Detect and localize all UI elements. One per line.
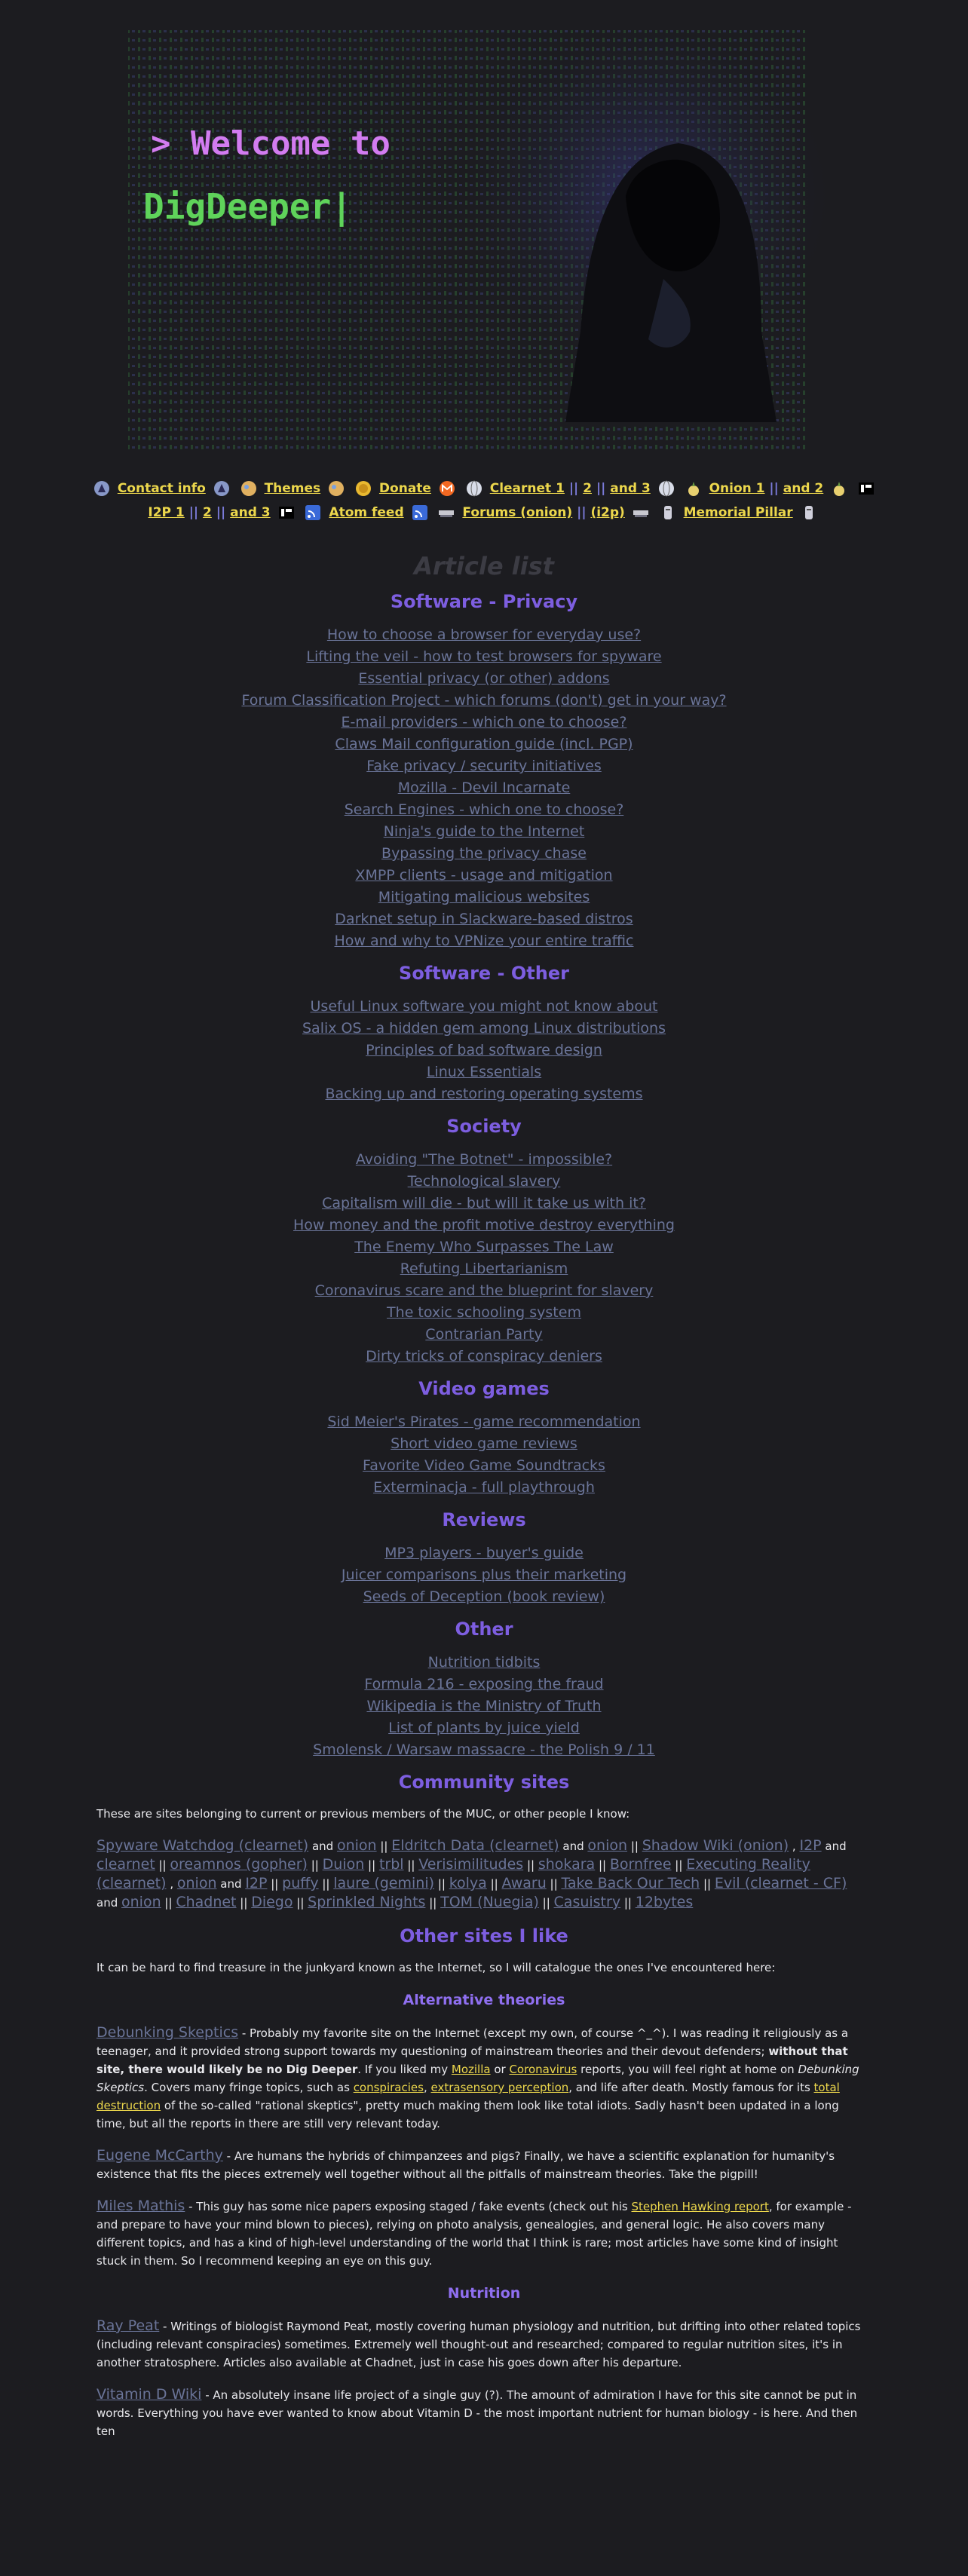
article-link[interactable]: List of plants by juice yield (388, 1720, 580, 1736)
community-site-link[interactable]: kolya (449, 1875, 487, 1891)
community-site-link[interactable]: onion (121, 1894, 161, 1910)
separator: || (158, 1858, 167, 1872)
entry-text: - Probably my favorite site on the Internet (except my own, of course ^_^). I was reading it religiously as a teenager, and it provided strong support towards my questioning of mainstream theories and their devout defenders; (96, 2026, 849, 2058)
community-site-link[interactable]: Chadnet (176, 1894, 237, 1910)
i2p-2-link[interactable]: 2 (203, 505, 212, 520)
article-link[interactable]: Claws Mail configuration guide (incl. PGP) (335, 736, 633, 752)
separator: || (596, 481, 606, 496)
memorial-pillar-link[interactable]: Memorial Pillar (683, 505, 793, 520)
entry-text: - This guy has some nice papers exposing staged / fake events (check out his (185, 2200, 632, 2213)
article-list-title: Article list (414, 552, 554, 580)
separator: || (216, 505, 226, 520)
article-link[interactable]: Favorite Video Game Soundtracks (363, 1457, 605, 1474)
clearnet-2-link[interactable]: 2 (583, 481, 593, 496)
article-link[interactable]: Capitalism will die - but will it take us with it? (322, 1195, 646, 1211)
separator: || (630, 1839, 639, 1853)
article-link[interactable]: Contrarian Party (425, 1326, 543, 1343)
contact-icon (93, 480, 110, 497)
other-sites-heading: Other sites I like (400, 1925, 568, 1947)
article-link[interactable]: Refuting Libertarianism (400, 1260, 568, 1277)
community-site-link[interactable]: I2P (799, 1837, 822, 1854)
article-links (0, 1652, 968, 1761)
article-link[interactable]: How money and the profit motive destroy everything (293, 1217, 675, 1233)
article-link[interactable]: Salix OS - a hidden gem among Linux distributions (302, 1020, 666, 1037)
article-links (0, 1411, 968, 1499)
article-link[interactable]: Forum Classification Project - which forums (don't) get in your way? (241, 692, 727, 709)
atom-feed-link[interactable]: Atom feed (329, 505, 404, 520)
entry-text: - Writings of biologist Raymond Peat, mostly covering human physiology and nutrition, but drifting into other related topics (including relevant conspiracies) sometimes. Extremely well thought-out and researched; compared to regular nutrition sites, it's in another stratosphere. Articles also available at Chadnet, just in case his goes down after his departure. (96, 2320, 861, 2369)
article-link[interactable]: Juicer comparisons plus their marketing (341, 1567, 627, 1583)
separator: || (703, 1877, 712, 1891)
community-site-link[interactable]: Verisimilitudes (418, 1856, 524, 1873)
article-link[interactable]: Lifting the veil - how to test browsers for spyware (306, 648, 662, 665)
miles-mathis-link[interactable]: Miles Mathis (96, 2198, 185, 2214)
entry-text: . Covers many fringe topics, such as (144, 2081, 354, 2094)
community-body (0, 1805, 968, 1912)
separator: || (240, 1896, 248, 1910)
list-connector-text: and (96, 1896, 118, 1910)
article-link[interactable]: Smolensk / Warsaw massacre - the Polish 9 / 11 (313, 1741, 655, 1758)
entry-text: , and life after death. Mostly famous for its (568, 2081, 814, 2094)
coin-icon (355, 480, 372, 497)
forums-i2p-link[interactable]: (i2p) (590, 505, 625, 520)
onion-icon (685, 480, 702, 497)
separator: || (769, 481, 779, 496)
section-software-other (0, 963, 968, 1105)
article-link[interactable]: Backing up and restoring operating systems (325, 1086, 643, 1102)
hacker-banner-image (0, 0, 968, 467)
separator: || (296, 1896, 305, 1910)
article-link[interactable]: Darknet setup in Slackware-based distros (335, 911, 633, 927)
community-site-link[interactable]: onion (336, 1837, 377, 1854)
community-site-link[interactable]: puffy (282, 1875, 319, 1891)
community-site-link[interactable]: oreamnos (gopher) (170, 1856, 308, 1873)
list-connector-text: and (825, 1839, 847, 1853)
section-video-games (0, 1378, 968, 1499)
ray-peat-link[interactable]: Ray Peat (96, 2317, 160, 2334)
article-links (0, 1542, 968, 1608)
article-link[interactable]: Formula 216 - exposing the fraud (364, 1676, 604, 1692)
separator: || (437, 1877, 446, 1891)
forum-icon (438, 504, 455, 521)
community-site-link[interactable]: Eldritch Data (clearnet) (391, 1837, 559, 1854)
article-links (0, 1149, 968, 1368)
community-sites-section (0, 1772, 968, 1912)
welcome-line: > Welcome to (151, 124, 391, 163)
article-sections (0, 591, 968, 1761)
community-site-link[interactable]: Executing Reality (clearnet) (96, 1856, 810, 1891)
separator: || (598, 1858, 607, 1872)
section-software-privacy (0, 591, 968, 952)
article-link[interactable]: Seeds of Deception (book review) (363, 1588, 605, 1605)
entry-text: - Are humans the hybrids of chimpanzees and pigs? Finally, we have a scientific explanation for humanity's existence that fits the pieces extremely well together without all the pitfalls of mainstream theories. Take the pigpill! (96, 2149, 835, 2181)
article-link[interactable]: How to choose a browser for everyday use? (326, 626, 642, 643)
section-society (0, 1116, 968, 1368)
article-link[interactable]: Fake privacy / security initiatives (366, 758, 602, 774)
pillar-icon (801, 504, 817, 521)
article-links (0, 996, 968, 1105)
entry-text: or (490, 2063, 510, 2076)
eugene-mccarthy-entry (96, 2146, 872, 2183)
entry-bold-text: without that site, there would likely be no Dig Deeper (96, 2045, 848, 2076)
community-site-link[interactable]: Sprinkled Nights (308, 1894, 426, 1910)
ray-peat-entry (96, 2317, 872, 2372)
separator: || (188, 505, 199, 520)
separator: || (542, 1896, 550, 1910)
separator: || (550, 1877, 558, 1891)
article-link[interactable]: Exterminacja - full playthrough (373, 1479, 595, 1496)
separator: || (311, 1858, 319, 1872)
article-link[interactable]: Useful Linux software you might not know about (310, 998, 658, 1015)
globe-icon (658, 480, 675, 497)
feed-icon (305, 504, 321, 521)
miles-mathis-entry (96, 2197, 872, 2270)
article-link[interactable]: How and why to VPNize your entire traffic (334, 933, 634, 949)
onion-icon (831, 480, 847, 497)
pillar-icon (660, 504, 676, 521)
community-site-link[interactable]: Duion (322, 1856, 365, 1873)
article-link[interactable]: MP3 players - buyer's guide (384, 1545, 584, 1561)
debunking-skeptics-link[interactable]: Debunking Skeptics (96, 2024, 239, 2041)
forums-onion-link[interactable]: Forums (onion) (462, 505, 573, 520)
community-site-link[interactable]: onion (587, 1837, 628, 1854)
eugene-mccarthy-link[interactable]: Eugene McCarthy (96, 2147, 223, 2164)
section-heading: Software - Other (399, 963, 569, 984)
entry-text: - An absolutely insane life project of a single guy (?). The amount of admiration I have for this site cannot be put in words. Everything you have ever wanted to know about Vitamin D - the most important nutrient for human biology - is here. And then ten (96, 2388, 858, 2438)
separator: || (407, 1858, 415, 1872)
separator: || (322, 1877, 330, 1891)
community-site-link[interactable]: Shadow Wiki (onion) (642, 1837, 789, 1854)
themes-icon (328, 480, 345, 497)
article-link[interactable]: Mozilla - Devil Incarnate (397, 780, 571, 796)
community-site-link[interactable]: I2P (245, 1875, 268, 1891)
contact-info-link[interactable]: Contact info (117, 481, 206, 496)
alternative-theories-heading: Alternative theories (403, 1992, 565, 2008)
contact-icon (213, 480, 230, 497)
article-link[interactable]: Linux Essentials (426, 1064, 542, 1080)
welcome-banner (0, 0, 968, 467)
article-link[interactable]: Technological slavery (407, 1173, 561, 1190)
community-site-link[interactable]: laure (gemini) (333, 1875, 435, 1891)
list-connector-text: and (220, 1877, 242, 1891)
article-link[interactable]: Avoiding "The Botnet" - impossible? (355, 1151, 613, 1168)
list-connector-text: , (170, 1877, 174, 1891)
vitamin-d-wiki-link[interactable]: Vitamin D Wiki (96, 2386, 202, 2403)
section-heading: Video games (418, 1378, 550, 1399)
themes-icon (240, 480, 257, 497)
article-link[interactable]: Dirty tricks of conspiracy deniers (366, 1348, 602, 1365)
community-site-link[interactable]: trbl (378, 1856, 404, 1873)
vitamin-d-wiki-entry (96, 2385, 872, 2440)
article-link[interactable]: Ninja's guide to the Internet (383, 823, 585, 840)
entry-italic-text: Debunking Skeptics (96, 2063, 859, 2094)
list-connector-text: and (562, 1839, 584, 1853)
community-site-link[interactable]: Casuistry (553, 1894, 621, 1910)
onion-2-link[interactable]: and 2 (783, 481, 824, 496)
i2p-icon (858, 480, 875, 497)
section-heading: Other (455, 1619, 513, 1640)
conspiracies-link[interactable]: conspiracies (353, 2081, 424, 2094)
community-site-link[interactable]: Diego (251, 1894, 293, 1910)
entry-text: , for example - and prepare to have your mind blown to pieces), relying on photo analysis, genealogies, and general logic. He also covers many different topics, and has a kind of high-level understanding of the world that I think is rare; most articles have some kind of insight stuck in them. So I recommend keeping an eye on this guy. (96, 2200, 852, 2268)
article-link[interactable]: Bypassing the privacy chase (381, 845, 587, 862)
section-other (0, 1619, 968, 1761)
article-link[interactable]: Coronavirus scare and the blueprint for slavery (314, 1282, 654, 1299)
debunking-skeptics-entry (96, 2023, 872, 2133)
clearnet-3-link[interactable]: and 3 (610, 481, 651, 496)
other-sites-section (0, 1925, 968, 2440)
donate-link[interactable]: Donate (378, 481, 431, 496)
separator: || (526, 1858, 535, 1872)
community-site-link[interactable]: Evil (clearnet - CF) (714, 1875, 847, 1891)
community-intro: These are sites belonging to current or previous members of the MUC, or other people I know: (96, 1807, 630, 1821)
nutrition-heading: Nutrition (447, 2285, 521, 2302)
top-navigation (0, 467, 968, 525)
monero-icon (439, 480, 455, 497)
i2p-3-link[interactable]: and 3 (230, 505, 271, 520)
i2p-icon (278, 504, 295, 521)
article-link[interactable]: The Enemy Who Surpasses The Law (354, 1239, 614, 1255)
globe-icon (466, 480, 482, 497)
separator: || (164, 1896, 173, 1910)
section-reviews (0, 1509, 968, 1608)
community-site-link[interactable]: Spyware Watchdog (clearnet) (96, 1837, 309, 1854)
article-link[interactable]: E-mail providers - which one to choose? (341, 714, 627, 731)
article-link[interactable]: Nutrition tidbits (427, 1654, 541, 1671)
community-site-link[interactable]: clearnet (96, 1856, 155, 1873)
community-site-link[interactable]: Bornfree (609, 1856, 672, 1873)
other-sites-body (0, 1959, 968, 2440)
article-link[interactable]: XMPP clients - usage and mitigation (355, 867, 613, 884)
separator: || (623, 1896, 632, 1910)
separator: || (429, 1896, 437, 1910)
article-links (0, 624, 968, 952)
stephen-hawking-report-link[interactable]: Stephen Hawking report (631, 2200, 769, 2213)
onion-1-link[interactable]: Onion 1 (709, 481, 765, 496)
extrasensory-perception-link[interactable]: extrasensory perception (430, 2081, 569, 2094)
total-destruction-link[interactable]: total destruction (96, 2081, 840, 2112)
other-sites-intro: It can be hard to find treasure in the junkyard known as the Internet, so I will catalogue the ones I've encountered here: (96, 1961, 776, 1974)
separator: || (568, 481, 579, 496)
article-link[interactable]: Search Engines - which one to choose? (344, 801, 624, 818)
entry-text: , (423, 2081, 431, 2094)
article-link[interactable]: The toxic schooling system (387, 1304, 581, 1321)
feed-icon (412, 504, 428, 521)
community-site-link[interactable]: Take Back Our Tech (561, 1875, 700, 1891)
article-link[interactable]: Principles of bad software design (366, 1042, 602, 1058)
section-heading: Reviews (442, 1509, 526, 1530)
section-heading: Software - Privacy (390, 591, 578, 612)
community-site-link[interactable]: shokara (538, 1856, 596, 1873)
separator: || (271, 1877, 279, 1891)
community-site-link[interactable]: Awaru (501, 1875, 547, 1891)
article-link[interactable]: Mitigating malicious websites (378, 889, 590, 905)
separator: || (368, 1858, 376, 1872)
community-site-list (96, 1836, 872, 1912)
article-link[interactable]: Wikipedia is the Ministry of Truth (366, 1698, 602, 1714)
separator: || (490, 1877, 498, 1891)
article-link[interactable]: Sid Meier's Pirates - game recommendation (327, 1414, 641, 1430)
list-connector-text: , (792, 1839, 796, 1853)
mozilla-report-link[interactable]: Mozilla (451, 2063, 491, 2076)
main-content (0, 552, 968, 2440)
community-site-link[interactable]: TOM (Nuegia) (440, 1894, 539, 1910)
separator: || (577, 505, 587, 520)
community-sites-heading: Community sites (398, 1772, 570, 1793)
coronavirus-report-link[interactable]: Coronavirus (509, 2063, 577, 2076)
separator: || (380, 1839, 388, 1853)
entry-text: . If you liked my (357, 2063, 452, 2076)
list-connector-text: and (311, 1839, 334, 1853)
article-link[interactable]: Essential privacy (or other) addons (358, 670, 610, 687)
article-link[interactable]: Short video game reviews (391, 1435, 577, 1452)
i2p-1-link[interactable]: I2P 1 (148, 505, 185, 520)
separator: || (675, 1858, 683, 1872)
community-site-link[interactable]: 12bytes (635, 1894, 694, 1910)
community-site-link[interactable]: onion (176, 1875, 217, 1891)
clearnet-1-link[interactable]: Clearnet 1 (489, 481, 565, 496)
site-title-line: DigDeeper| (143, 186, 352, 227)
forum-icon (633, 504, 649, 521)
themes-link[interactable]: Themes (264, 481, 321, 496)
entry-text: reports, you will feel right at home on (577, 2063, 798, 2076)
entry-text: of the so-called "rational skeptics", pretty much making them look like total idiots. Sadly hasn't been updated in a long time, but all the reports in there are still very relevant today. (96, 2099, 839, 2130)
section-heading: Society (446, 1116, 522, 1137)
